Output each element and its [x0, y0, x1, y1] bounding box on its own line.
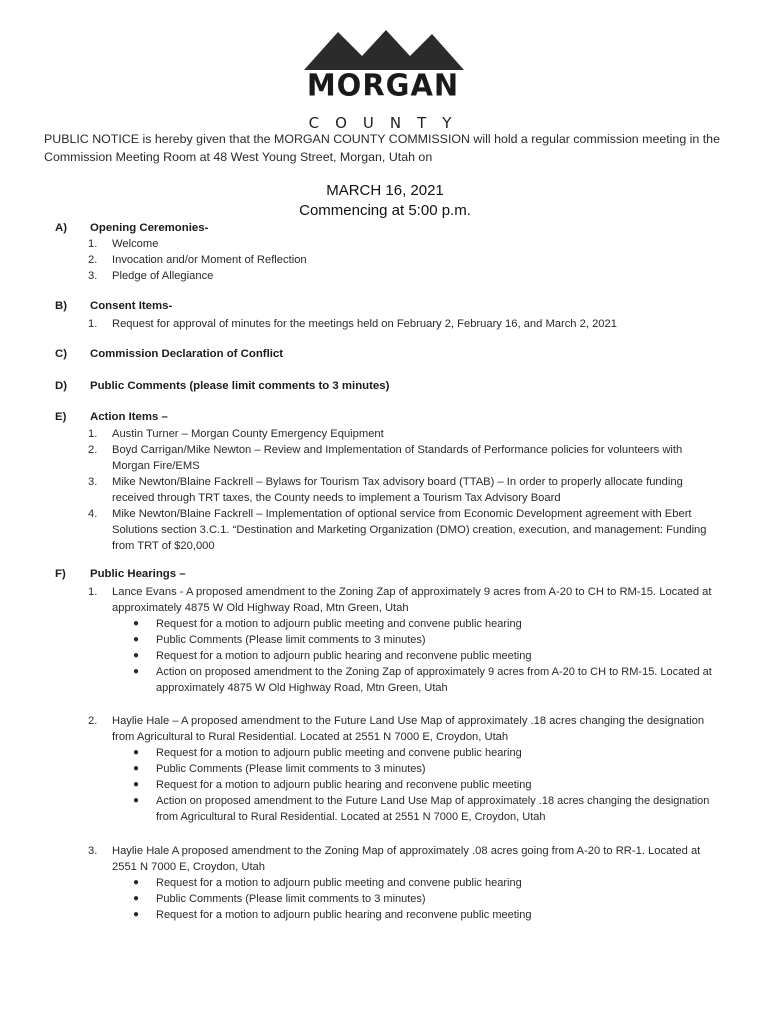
logo-subtitle: COUNTY	[308, 114, 468, 132]
bullet-text: Request for a motion to adjourn public meeting and convene public hearing	[156, 877, 522, 889]
logo-wordmark: MORGAN	[306, 67, 460, 103]
item-text: Mike Newton/Blaine Fackrell – Bylaws for Tourism Tax advisory board (TTAB) – In order to properly allocate funding received through TRT taxes, the County needs to implement a Tourism Tax Advisory Board	[112, 476, 683, 504]
bullet-text: Public Comments (Please limit comments to 3 minutes)	[156, 763, 426, 775]
bullet-text: Action on proposed amendment to the Zoning Zap of approximately 9 acres from A-20 to CH to RM-15. Located at approximately 4875 W Old Highway Road, Mtn Green, Utah	[156, 666, 712, 694]
section-title: Public Comments (please limit comments to 3 minutes)	[90, 380, 390, 392]
bullet-text: Request for a motion to adjourn public meeting and convene public hearing	[156, 618, 522, 630]
item-text: Mike Newton/Blaine Fackrell – Implementation of optional service from Economic Development agreement with Ebert Solutions section 3.C.1. “Destination and Marketing Organization (DMO) creation, execution, and management: Funding from TRT of $20,000	[112, 508, 707, 552]
section-letter: D)	[55, 380, 68, 392]
bullet-text: Request for a motion to adjourn public meeting and convene public hearing	[156, 747, 522, 759]
bullet-text: Public Comments (Please limit comments to 3 minutes)	[156, 893, 426, 905]
bullet-text: Public Comments (Please limit comments to 3 minutes)	[156, 634, 426, 646]
section-letter: E)	[55, 411, 67, 423]
item-text: Pledge of Allegiance	[112, 270, 214, 282]
bullet-text: Request for a motion to adjourn public hearing and reconvene public meeting	[156, 779, 532, 791]
section-title: Opening Ceremonies-	[90, 222, 209, 234]
meeting-date: MARCH 16, 2021	[326, 182, 444, 199]
section-letter: F)	[55, 568, 66, 580]
bullet-text: Request for a motion to adjourn public hearing and reconvene public meeting	[156, 909, 532, 921]
item-text: Haylie Hale A proposed amendment to the Zoning Map of approximately .08 acres going from A-20 to RR-1. Located at 2551 N 7000 E, Croydon, Utah	[112, 845, 701, 873]
item-text: Austin Turner – Morgan County Emergency Equipment	[112, 428, 384, 440]
agenda-page: MORGAN COUNTY PUBLIC NOTICE is hereby given that the MORGAN COUNTY COMMISSION will hold a regular commission meeting in the Commission Meeting Room at 48 West Young Street, Morgan, Utah on MARCH 16, 2021 Commencing at 5:00 p.m. A) Opening Ceremonies- 1. Welcome 2. Invocation and/or Moment of Reflection 3. Pledge of Allegiance B) Consent Items- 1. Request for approval of minutes for the meetings held on February 2, February 16, and March 2, 2021 C) Commission Declaration of Conflict D) Public Comments (please limit comments to 3 minutes) E) Action Items – 1. Austin Turner – Morgan County Emergency Equipment 2. Boyd Carrigan/Mike Newton – Review and Implementation of Standards of Performance policies for volunteers with Morgan Fire/EMS 3. Mike Newton/Blaine Fackrell – Bylaws for Tourism Tax advisory board (TTAB) – In order to properly allocate funding received through TRT taxes, the County needs to implement a Tourism Tax Advisory Board 4. Mike Newton/Blaine Fackrell – Implementation of optional service from Economic Development agreement with Ebert Solutions section 3.C.1. “Destination and Marketing Organization (DMO) creation, execution, and management: Funding from TRT of $20,000 F) Public Hearings – 1. Lance Evans - A proposed amendment to the Zoning Zap of approximately 9 acres from A-20 to CH to RM-15. Located at approximately 4875 W Old Highway Road, Mtn Green, Utah ● Request for a motion to adjourn public meeting and convene public hearing ● Public Comments (Please limit comments to 3 minutes) ● Request for a motion to adjourn public hearing and reconvene public meeting ● Action on proposed amendment to the Zoning Zap of approximately 9 acres from A-20 to CH to RM-15. Located at approximately 4875 W Old Highway Road, Mtn Green, Utah 2. Haylie Hale – A proposed amendment to the Future Land Use Map of approximately .18 acres changing the designation from Agricultural to Rural Residential. Located at 2551 N 7000 E, Croydon, Utah ● Request for a motion to adjourn public meeting and convene public hearing ● Public Comments (Please limit comments to 3 minutes) ● Request for a motion to adjourn public hearing and reconvene public meeting ● Action on proposed amendment to the Future Land Use Map of approximately .18 acres changing the designation from Agricultural to Rural Residential. Located at 2551 N 7000 E, Croydon, Utah 3. Haylie Hale A proposed amendment to the Zoning Map of approximately .08 acres going from A-20 to RR-1. Located at 2551 N 7000 E, Croydon, Utah ● Request for a motion to adjourn public meeting and convene public hearing ● Public Comments (Please limit comments to 3 minutes) ● Request for a motion to adjourn public hearing and reconvene public meeting	[0, 0, 770, 1024]
item-text: Welcome	[112, 238, 159, 250]
meeting-time: Commencing at 5:00 p.m.	[299, 202, 471, 219]
section-title: Consent Items-	[90, 300, 173, 312]
public-notice-text: PUBLIC NOTICE is hereby given that the MORGAN COUNTY COMMISSION will hold a regular commission meeting in the Commission Meeting Room at 48 West Young Street, Morgan, Utah on	[44, 132, 720, 164]
section-letter: C)	[55, 348, 68, 360]
item-text: Request for approval of minutes for the meetings held on February 2, February 16, and March 2, 2021	[112, 318, 617, 330]
section-title: Public Hearings –	[90, 568, 186, 580]
section-title: Commission Declaration of Conflict	[90, 348, 284, 360]
item-text: Lance Evans - A proposed amendment to the Zoning Zap of approximately 9 acres from A-20 to CH to RM-15. Located at approximately 4875 W Old Highway Road, Mtn Green, Utah	[112, 586, 712, 614]
section-title: Action Items –	[90, 411, 168, 423]
section-letter: A)	[55, 222, 68, 234]
item-text: Boyd Carrigan/Mike Newton – Review and Implementation of Standards of Performance policies for volunteers with Morgan Fire/EMS	[112, 444, 683, 472]
morgan-county-logo	[300, 26, 470, 132]
section-letter: B)	[55, 300, 68, 312]
bullet-text: Request for a motion to adjourn public hearing and reconvene public meeting	[156, 650, 532, 662]
item-text: Haylie Hale – A proposed amendment to the Future Land Use Map of approximately .18 acres changing the designation from Agricultural to Rural Residential. Located at 2551 N 7000 E, Croydon, Utah	[112, 715, 705, 743]
bullet-text: Action on proposed amendment to the Future Land Use Map of approximately .18 acres changing the designation from Agricultural to Rural Residential. Located at 2551 N 7000 E, Croydon, Utah	[156, 795, 710, 823]
item-text: Invocation and/or Moment of Reflection	[112, 254, 307, 266]
